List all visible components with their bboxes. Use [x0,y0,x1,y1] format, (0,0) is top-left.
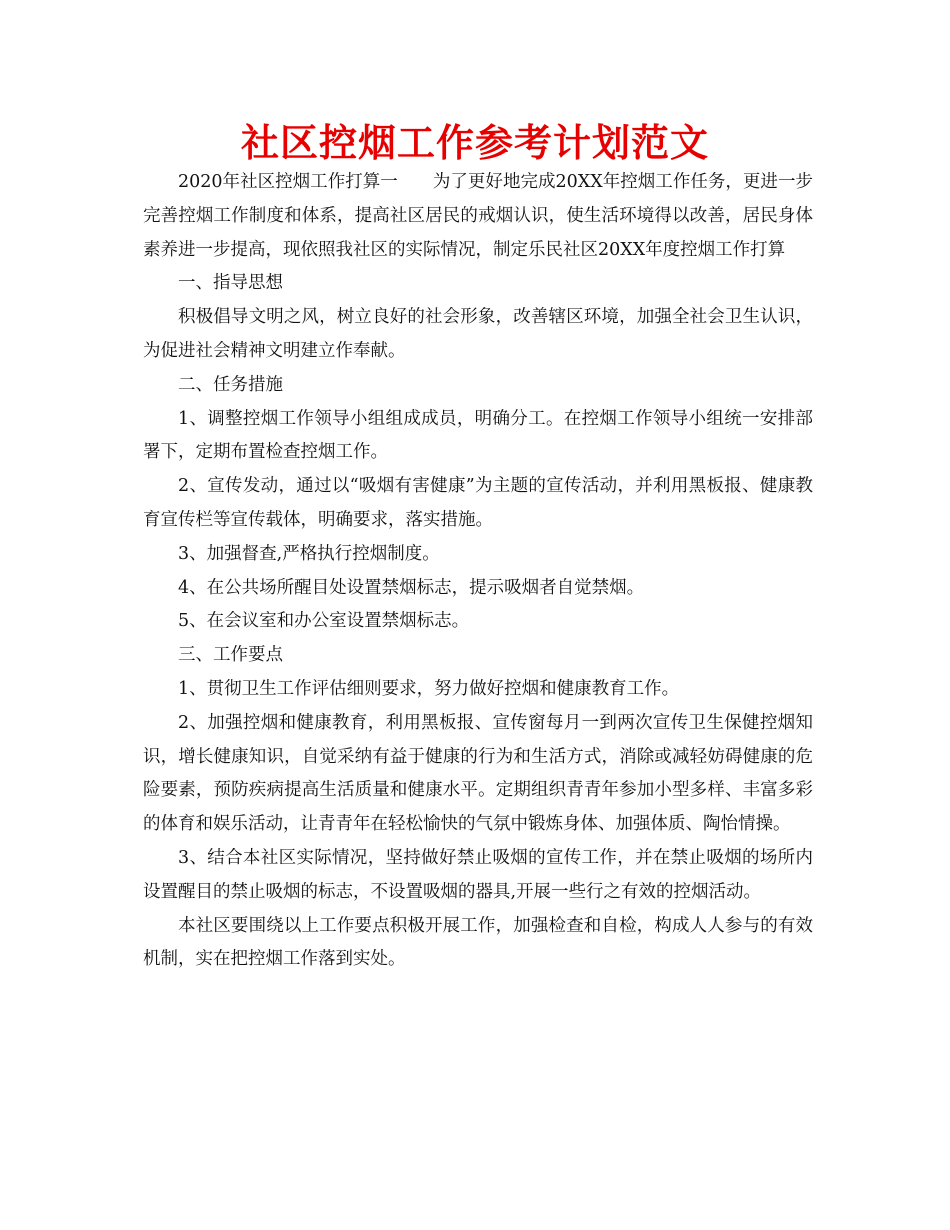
section-heading-work-points: 三、工作要点 [178,645,283,666]
guiding-ideology-paragraph: 积极倡导文明之风，树立良好的社会形象，改善辖区环境，加强全社会卫生认识，为促进社会精神文明建立作奉献。 [143,307,813,361]
measure-item-5: 5、在会议室和办公室设置禁烟标志。 [178,611,470,632]
section-heading-guiding-ideology: 一、指导思想 [178,273,283,294]
intro-paragraph: 2020年社区控烟工作打算一 为了更好地完成20XX年控烟工作任务，更进一步完善控烟工作制度和体系，提高社区居民的戒烟认识，使生活环境得以改善，居民身体素养进一步提高，现依照我社区的实际情况，制定乐民社区20XX年度控烟工作打算 [143,172,813,260]
section-heading-tasks-measures: 二、任务措施 [178,374,283,395]
measure-item-2: 2、宣传发动，通过以“吸烟有害健康”为主题的宣传活动，并利用黑板报、健康教育宣传栏等宣传载体，明确要求，落实措施。 [143,476,813,530]
measure-item-4: 4、在公共场所醒目处设置禁烟标志，提示吸烟者自觉禁烟。 [178,577,645,598]
work-point-3: 3、结合本社区实际情况，坚持做好禁止吸烟的宣传工作，并在禁止吸烟的场所内设置醒目的禁止吸烟的标志，不设置吸烟的器具,开展一些行之有效的控烟活动。 [143,847,813,902]
measure-item-3: 3、加强督查,严格执行控烟制度。 [178,543,440,564]
closing-paragraph: 本社区要围绕以上工作要点积极开展工作，加强检查和自检，构成人人参与的有效机制，实在把控烟工作落到实处。 [143,915,813,970]
work-point-2: 2、加强控烟和健康教育，利用黑板报、宣传窗每月一到两次宣传卫生保健控烟知识，增长健康知识，自觉采纳有益于健康的行为和生活方式，消除或减轻妨碍健康的危险要素，预防疾病提高生活质量和健康水平。定期组织青青年参加小型多样、丰富多彩的体育和娱乐活动，让青青年在轻松愉快的气氛中锻炼身体、加强体质、陶怡情操。 [143,712,813,835]
document-body [143,166,813,977]
work-point-1: 1、贯彻卫生工作评估细则要求，努力做好控烟和健康教育工作。 [178,678,680,699]
document-title: 社区控烟工作参考计划范文 [240,120,709,165]
measure-item-1: 1、调整控烟工作领导小组组成成员，明确分工。在控烟工作领导小组统一安排部署下，定期布置检查控烟工作。 [143,408,813,463]
